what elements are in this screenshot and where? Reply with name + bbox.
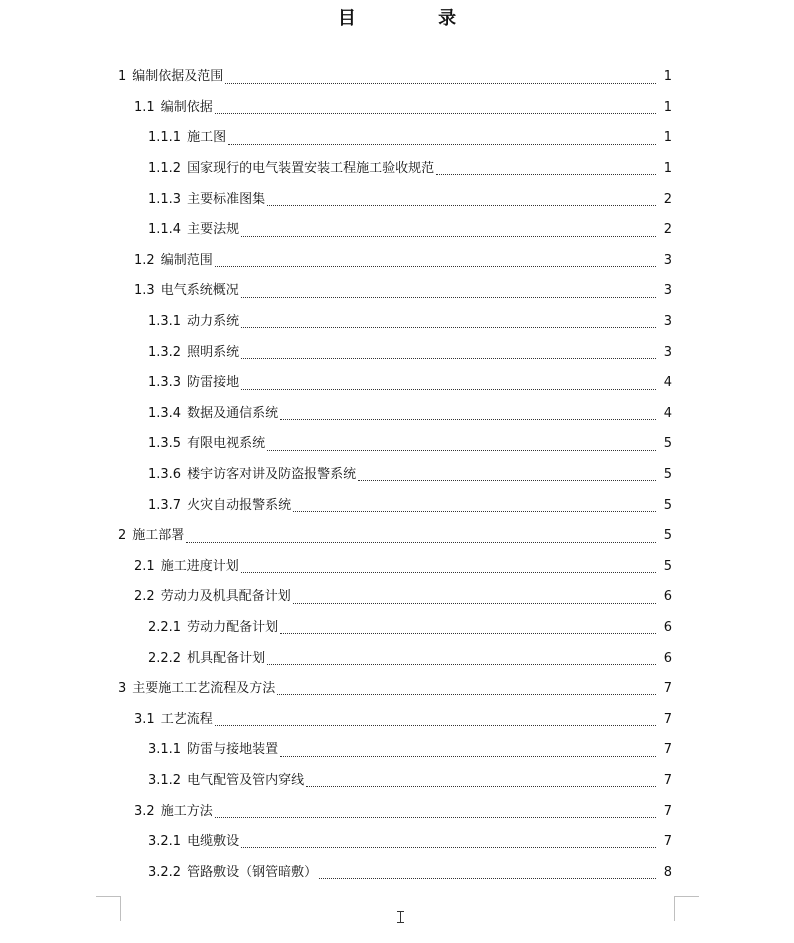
toc-entry-page: 4 [663, 405, 672, 421]
toc-entry-text[interactable]: 劳动力配备计划 [187, 619, 279, 635]
toc-dot-leader [241, 296, 656, 298]
toc-entry[interactable] [0, 674, 794, 705]
toc-entry-page: 3 [663, 252, 672, 268]
toc-entry-number: 3.1.2 [148, 772, 182, 788]
toc-entry-text[interactable]: 施工图 [187, 130, 227, 146]
toc-entry-number: 1 [118, 69, 127, 85]
toc-entry[interactable] [0, 276, 794, 307]
toc-entry[interactable] [0, 123, 794, 154]
toc-entry-page: 5 [663, 436, 672, 452]
toc-entry-page: 2 [663, 222, 672, 238]
toc-dot-leader [241, 571, 656, 573]
toc-dot-leader [280, 632, 656, 634]
toc-dot-leader [225, 82, 656, 84]
toc-entry[interactable] [0, 368, 794, 399]
toc-entry-text[interactable]: 有限电视系统 [187, 436, 266, 452]
toc-entry-number: 1.2 [134, 252, 155, 268]
toc-entry-text[interactable]: 防雷与接地装置 [187, 742, 279, 758]
toc-dot-leader [277, 693, 656, 695]
toc-entry[interactable] [0, 399, 794, 430]
toc-entry[interactable] [0, 521, 794, 552]
toc-entry-number: 1.3.3 [148, 375, 182, 391]
toc-entry-text[interactable]: 火灾自动报警系统 [187, 497, 292, 513]
toc-dot-leader [241, 846, 656, 848]
toc-entry[interactable] [0, 307, 794, 338]
toc-entry-text[interactable]: 楼宇访客对讲及防盗报警系统 [187, 467, 357, 483]
toc-entry-page: 5 [663, 558, 672, 574]
toc-entry-page: 7 [663, 742, 672, 758]
toc-entry[interactable] [0, 93, 794, 124]
toc-entry[interactable] [0, 613, 794, 644]
toc-entry-page: 5 [663, 528, 672, 544]
toc-entry-text[interactable]: 主要标准图集 [187, 191, 266, 207]
toc-entry-number: 1.3.2 [148, 344, 182, 360]
toc-entry-text[interactable]: 工艺流程 [160, 711, 213, 727]
toc-entry-number: 3.2.2 [148, 864, 182, 880]
toc-entry-number: 3.2 [134, 803, 155, 819]
toc-entry-page: 6 [663, 619, 672, 635]
toc-entry-number: 1.3.7 [148, 497, 182, 513]
toc-entry-page: 4 [663, 375, 672, 391]
toc-entry-page: 8 [663, 864, 672, 880]
toc-entry-page: 6 [663, 650, 672, 666]
toc-entry-number: 2.2.2 [148, 650, 182, 666]
toc-entry-number: 1.3.6 [148, 467, 182, 483]
toc-entry-number: 1.3.5 [148, 436, 182, 452]
toc-entry-number: 2 [118, 528, 127, 544]
toc-dot-leader [436, 173, 656, 175]
toc-entry-text[interactable]: 编制范围 [160, 252, 213, 268]
page-corner-mark-left [96, 896, 121, 921]
toc-entry-text[interactable]: 照明系统 [187, 344, 240, 360]
toc-entry-text[interactable]: 机具配备计划 [187, 650, 266, 666]
toc-entry[interactable] [0, 796, 794, 827]
toc-entry-text[interactable]: 动力系统 [187, 314, 240, 330]
toc-entry[interactable] [0, 766, 794, 797]
toc-entry-number: 1.1 [134, 99, 155, 115]
toc-entry-page: 3 [663, 283, 672, 299]
toc-dot-leader [241, 388, 656, 390]
toc-entry-text[interactable]: 数据及通信系统 [187, 405, 279, 421]
toc-entry-page: 6 [663, 589, 672, 605]
toc-entry-text[interactable]: 防雷接地 [187, 375, 240, 391]
toc-entry-text[interactable]: 施工方法 [160, 803, 213, 819]
toc-dot-leader [293, 602, 656, 604]
toc-entry-page: 3 [663, 314, 672, 330]
toc-entry-page: 7 [663, 772, 672, 788]
toc-entry-page: 7 [663, 711, 672, 727]
toc-dot-leader [280, 755, 656, 757]
toc-dot-leader [215, 724, 656, 726]
toc-entry-text[interactable]: 施工进度计划 [160, 558, 239, 574]
table-of-contents [0, 62, 794, 888]
toc-entry[interactable] [0, 490, 794, 521]
toc-entry[interactable] [0, 429, 794, 460]
toc-entry-number: 1.3.4 [148, 405, 182, 421]
toc-entry-text[interactable]: 电气系统概况 [160, 283, 239, 299]
toc-dot-leader [319, 877, 656, 879]
toc-entry-number: 1.1.1 [148, 130, 182, 146]
toc-entry-number: 1.3.1 [148, 314, 182, 330]
toc-dot-leader [306, 785, 656, 787]
toc-entry-page: 7 [663, 803, 672, 819]
toc-entry[interactable] [0, 735, 794, 766]
toc-entry-number: 2.2.1 [148, 619, 182, 635]
toc-entry-text[interactable]: 国家现行的电气装置安装工程施工验收规范 [187, 161, 435, 177]
toc-entry[interactable] [0, 582, 794, 613]
toc-entry[interactable] [0, 184, 794, 215]
page-corner-mark-right [674, 896, 699, 921]
toc-dot-leader [280, 418, 656, 420]
toc-entry-number: 3 [118, 681, 127, 697]
toc-dot-leader [215, 816, 656, 818]
toc-dot-leader [186, 541, 656, 543]
toc-entry[interactable] [0, 857, 794, 888]
toc-entry-number: 2.1 [134, 558, 155, 574]
toc-entry[interactable] [0, 215, 794, 246]
toc-entry-number: 3.2.1 [148, 834, 182, 850]
toc-entry[interactable] [0, 62, 794, 93]
toc-entry[interactable] [0, 827, 794, 858]
toc-entry[interactable] [0, 337, 794, 368]
toc-dot-leader [228, 143, 656, 145]
toc-entry-number: 1.1.3 [148, 191, 182, 207]
toc-dot-leader [267, 204, 656, 206]
toc-entry-page: 1 [663, 69, 672, 85]
toc-entry-page: 5 [663, 467, 672, 483]
toc-entry-number: 2.2 [134, 589, 155, 605]
toc-entry-text[interactable]: 电缆敷设 [187, 834, 240, 850]
toc-entry-number: 3.1 [134, 711, 155, 727]
toc-entry-number: 1.1.4 [148, 222, 182, 238]
toc-entry-number: 1.3 [134, 283, 155, 299]
toc-entry-page: 7 [663, 681, 672, 697]
toc-entry-text[interactable]: 劳动力及机具配备计划 [160, 589, 291, 605]
toc-entry-page: 2 [663, 191, 672, 207]
toc-title: 目 录 [337, 8, 495, 29]
toc-dot-leader [358, 479, 656, 481]
toc-entry-text[interactable]: 主要法规 [187, 222, 240, 238]
toc-entry-page: 1 [663, 99, 672, 115]
toc-dot-leader [241, 235, 656, 237]
toc-entry-number: 3.1.1 [148, 742, 182, 758]
toc-entry-page: 3 [663, 344, 672, 360]
toc-entry-text[interactable]: 施工部署 [132, 528, 185, 544]
toc-entry-page: 1 [663, 161, 672, 177]
toc-dot-leader [215, 265, 656, 267]
toc-dot-leader [241, 326, 656, 328]
toc-entry-number: 1.1.2 [148, 161, 182, 177]
toc-entry-page: 1 [663, 130, 672, 146]
toc-entry[interactable] [0, 552, 794, 583]
toc-dot-leader [293, 510, 656, 512]
toc-dot-leader [215, 112, 656, 114]
toc-entry[interactable] [0, 643, 794, 674]
toc-entry[interactable] [0, 246, 794, 277]
toc-entry-text[interactable]: 电气配管及管内穿线 [187, 772, 305, 788]
toc-entry-page: 7 [663, 834, 672, 850]
toc-dot-leader [241, 357, 656, 359]
text-cursor-icon [397, 911, 405, 923]
toc-entry[interactable] [0, 704, 794, 735]
toc-dot-leader [267, 663, 656, 665]
toc-entry-text[interactable]: 管路敷设（钢管暗敷） [187, 864, 318, 880]
toc-entry-text[interactable]: 主要施工工艺流程及方法 [132, 681, 276, 697]
toc-entry-text[interactable]: 编制依据及范围 [132, 69, 224, 85]
toc-entry[interactable] [0, 460, 794, 491]
toc-entry-page: 5 [663, 497, 672, 513]
toc-dot-leader [267, 449, 656, 451]
toc-entry-text[interactable]: 编制依据 [160, 99, 213, 115]
toc-entry[interactable] [0, 154, 794, 185]
